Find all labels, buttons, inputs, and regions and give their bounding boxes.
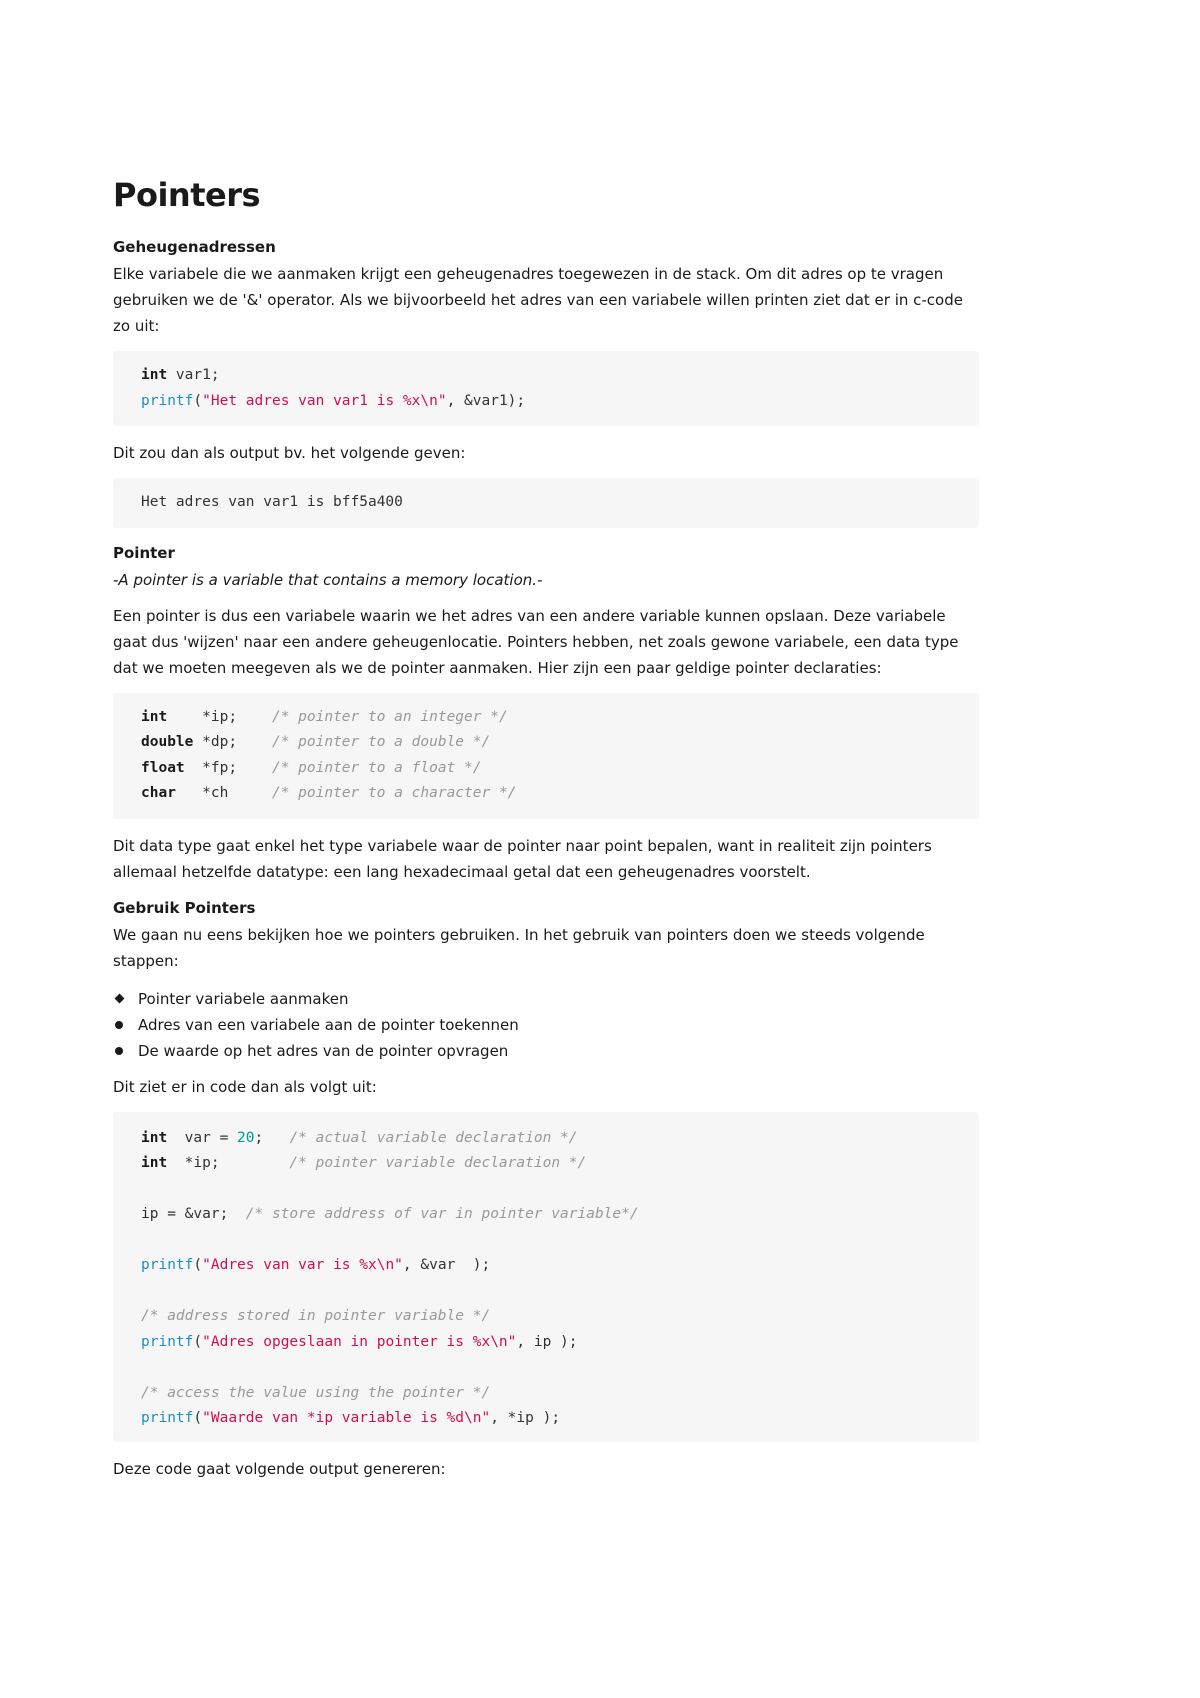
code-line <box>141 781 951 807</box>
code-function: printf <box>141 1410 194 1426</box>
code-text: ( <box>193 1257 203 1273</box>
code-line <box>141 1330 951 1356</box>
code-space <box>176 785 202 801</box>
code-comment: /* pointer to a float */ <box>271 759 482 776</box>
list-item-text: Pointer variabele aanmaken <box>138 989 349 1008</box>
list-item <box>113 1012 979 1038</box>
code-text: *ip; <box>202 708 238 725</box>
code-blank-line <box>141 1228 951 1254</box>
heading-pointer: Pointer <box>113 543 175 562</box>
code-line <box>141 1381 951 1407</box>
code-comment: /* store address of var in pointer variable*/ <box>245 1206 639 1222</box>
heading-gebruik-pointers: Gebruik Pointers <box>113 898 256 917</box>
paragraph-geheugenadressen-intro: Elke variabele die we aanmaken krijgt een geheugenadres toegewezen in de stack. Om dit adres op te vragen gebruiken we de '&' operator. Als we bijvoorbeeld het adres van een variabele willen printen ziet dat er in c-code zo uit: <box>113 265 963 335</box>
code-output-line: Het adres van var1 is bff5a400 <box>141 494 403 510</box>
code-line <box>141 756 951 782</box>
code-line <box>141 1253 951 1279</box>
pointer-definition-quote: -A pointer is a variable that contains a memory location.- <box>113 570 543 589</box>
code-block-declarations <box>113 693 979 819</box>
code-text: var1; <box>167 367 220 383</box>
code-text: *dp; <box>202 734 238 750</box>
code-text: *ip; <box>167 1155 290 1171</box>
code-text: , &var ); <box>402 1257 491 1273</box>
code-line <box>141 1202 951 1228</box>
code-text: *fp; <box>202 759 238 776</box>
list-item-text: De waarde op het adres van de pointer opvragen <box>138 1041 509 1060</box>
code-blank-line <box>141 1177 951 1203</box>
list-item <box>113 1038 979 1064</box>
code-function: printf <box>141 392 194 409</box>
paragraph-output-intro: Dit zou dan als output bv. het volgende geven: <box>113 444 466 462</box>
code-text: ( <box>193 1410 203 1426</box>
code-space <box>237 734 272 750</box>
code-string: "Adres opgeslaan in pointer is %x\n" <box>202 1333 517 1350</box>
code-space <box>228 785 272 801</box>
code-comment: /* pointer variable declaration */ <box>289 1155 587 1171</box>
code-keyword: float <box>141 759 185 776</box>
code-text: , *ip ); <box>490 1410 561 1426</box>
code-space <box>237 760 272 776</box>
code-block-address <box>113 351 979 426</box>
code-comment: /* actual variable declaration */ <box>289 1129 578 1146</box>
paragraph-gebruik-intro: We gaan nu eens bekijken hoe we pointers gebruiken. In het gebruik van pointers doen we steeds volgende stappen: <box>113 925 925 970</box>
code-text: , &var1); <box>446 392 526 409</box>
bullet-icon <box>115 993 125 1003</box>
code-space <box>167 709 202 725</box>
paragraph-output-generation: Deze code gaat volgende output genereren: <box>113 1459 446 1478</box>
code-line <box>141 363 951 389</box>
code-block-output <box>113 478 979 528</box>
list-item <box>113 986 979 1012</box>
code-comment: /* pointer to a character */ <box>271 785 517 801</box>
code-space <box>193 734 202 750</box>
bullet-icon <box>115 1047 123 1055</box>
code-string: "Adres van var is %x\n" <box>202 1257 403 1273</box>
code-blank-line <box>141 1355 951 1381</box>
code-line <box>141 1406 951 1432</box>
code-keyword: double <box>141 734 194 750</box>
heading-geheugenadressen: Geheugenadressen <box>113 238 276 256</box>
code-block-usage <box>113 1112 979 1442</box>
code-text: , ip ); <box>516 1333 578 1350</box>
document-content <box>113 176 979 1494</box>
code-comment: /* address stored in pointer variable */ <box>141 1308 491 1324</box>
paragraph-pointer-after: Dit data type gaat enkel het type variabele waar de pointer naar point bepalen, want in realiteit zijn pointers allemaal hetzelfde datatype: een lang hexadecimaal getal dat een geheugenadres voorstelt. <box>113 836 932 881</box>
code-keyword: int <box>141 708 168 725</box>
code-comment: /* pointer to a double */ <box>271 734 491 750</box>
page-title: Pointers <box>113 176 261 214</box>
code-space <box>185 760 202 776</box>
code-string: "Waarde van *ip variable is %d\n" <box>202 1410 491 1426</box>
paragraph-pointer-body: Een pointer is dus een variabele waarin we het adres van een andere variable kunnen opslaan. Deze variabele gaat dus 'wijzen' naar een andere geheugenlocatie. Pointers hebben, net zoals gewone variabele, een data type dat we moeten meegeven als we de pointer aanmaken. Hier zijn een paar geldige pointer declaraties: <box>113 606 959 677</box>
code-line <box>141 1304 951 1330</box>
code-text: ( <box>193 392 203 409</box>
code-text: ip = &var; <box>141 1206 246 1222</box>
list-item-text: Adres van een variabele aan de pointer toekennen <box>138 1015 519 1034</box>
code-keyword: char <box>141 785 176 801</box>
code-line <box>141 1151 951 1177</box>
code-line <box>141 1126 951 1152</box>
code-line <box>141 389 951 415</box>
code-comment: /* access the value using the pointer */ <box>141 1384 491 1401</box>
code-keyword: int <box>141 367 168 383</box>
bullet-icon <box>115 1021 123 1029</box>
code-text: ( <box>193 1333 203 1350</box>
code-string: "Het adres van var1 is %x\n" <box>202 392 447 409</box>
code-line <box>141 730 951 756</box>
code-line <box>141 705 951 731</box>
code-keyword: int <box>141 1129 168 1146</box>
code-text: var = <box>167 1129 238 1146</box>
code-space <box>237 709 272 725</box>
code-blank-line <box>141 1279 951 1305</box>
code-function: printf <box>141 1333 194 1350</box>
code-number: 20 <box>237 1129 255 1146</box>
code-text: *ch <box>202 785 229 801</box>
code-function: printf <box>141 1257 194 1273</box>
code-keyword: int <box>141 1155 168 1171</box>
paragraph-code-intro: Dit ziet er in code dan als volgt uit: <box>113 1077 377 1096</box>
steps-list <box>113 986 979 1064</box>
code-comment: /* pointer to an integer */ <box>271 708 508 725</box>
code-text: ; <box>254 1129 290 1146</box>
